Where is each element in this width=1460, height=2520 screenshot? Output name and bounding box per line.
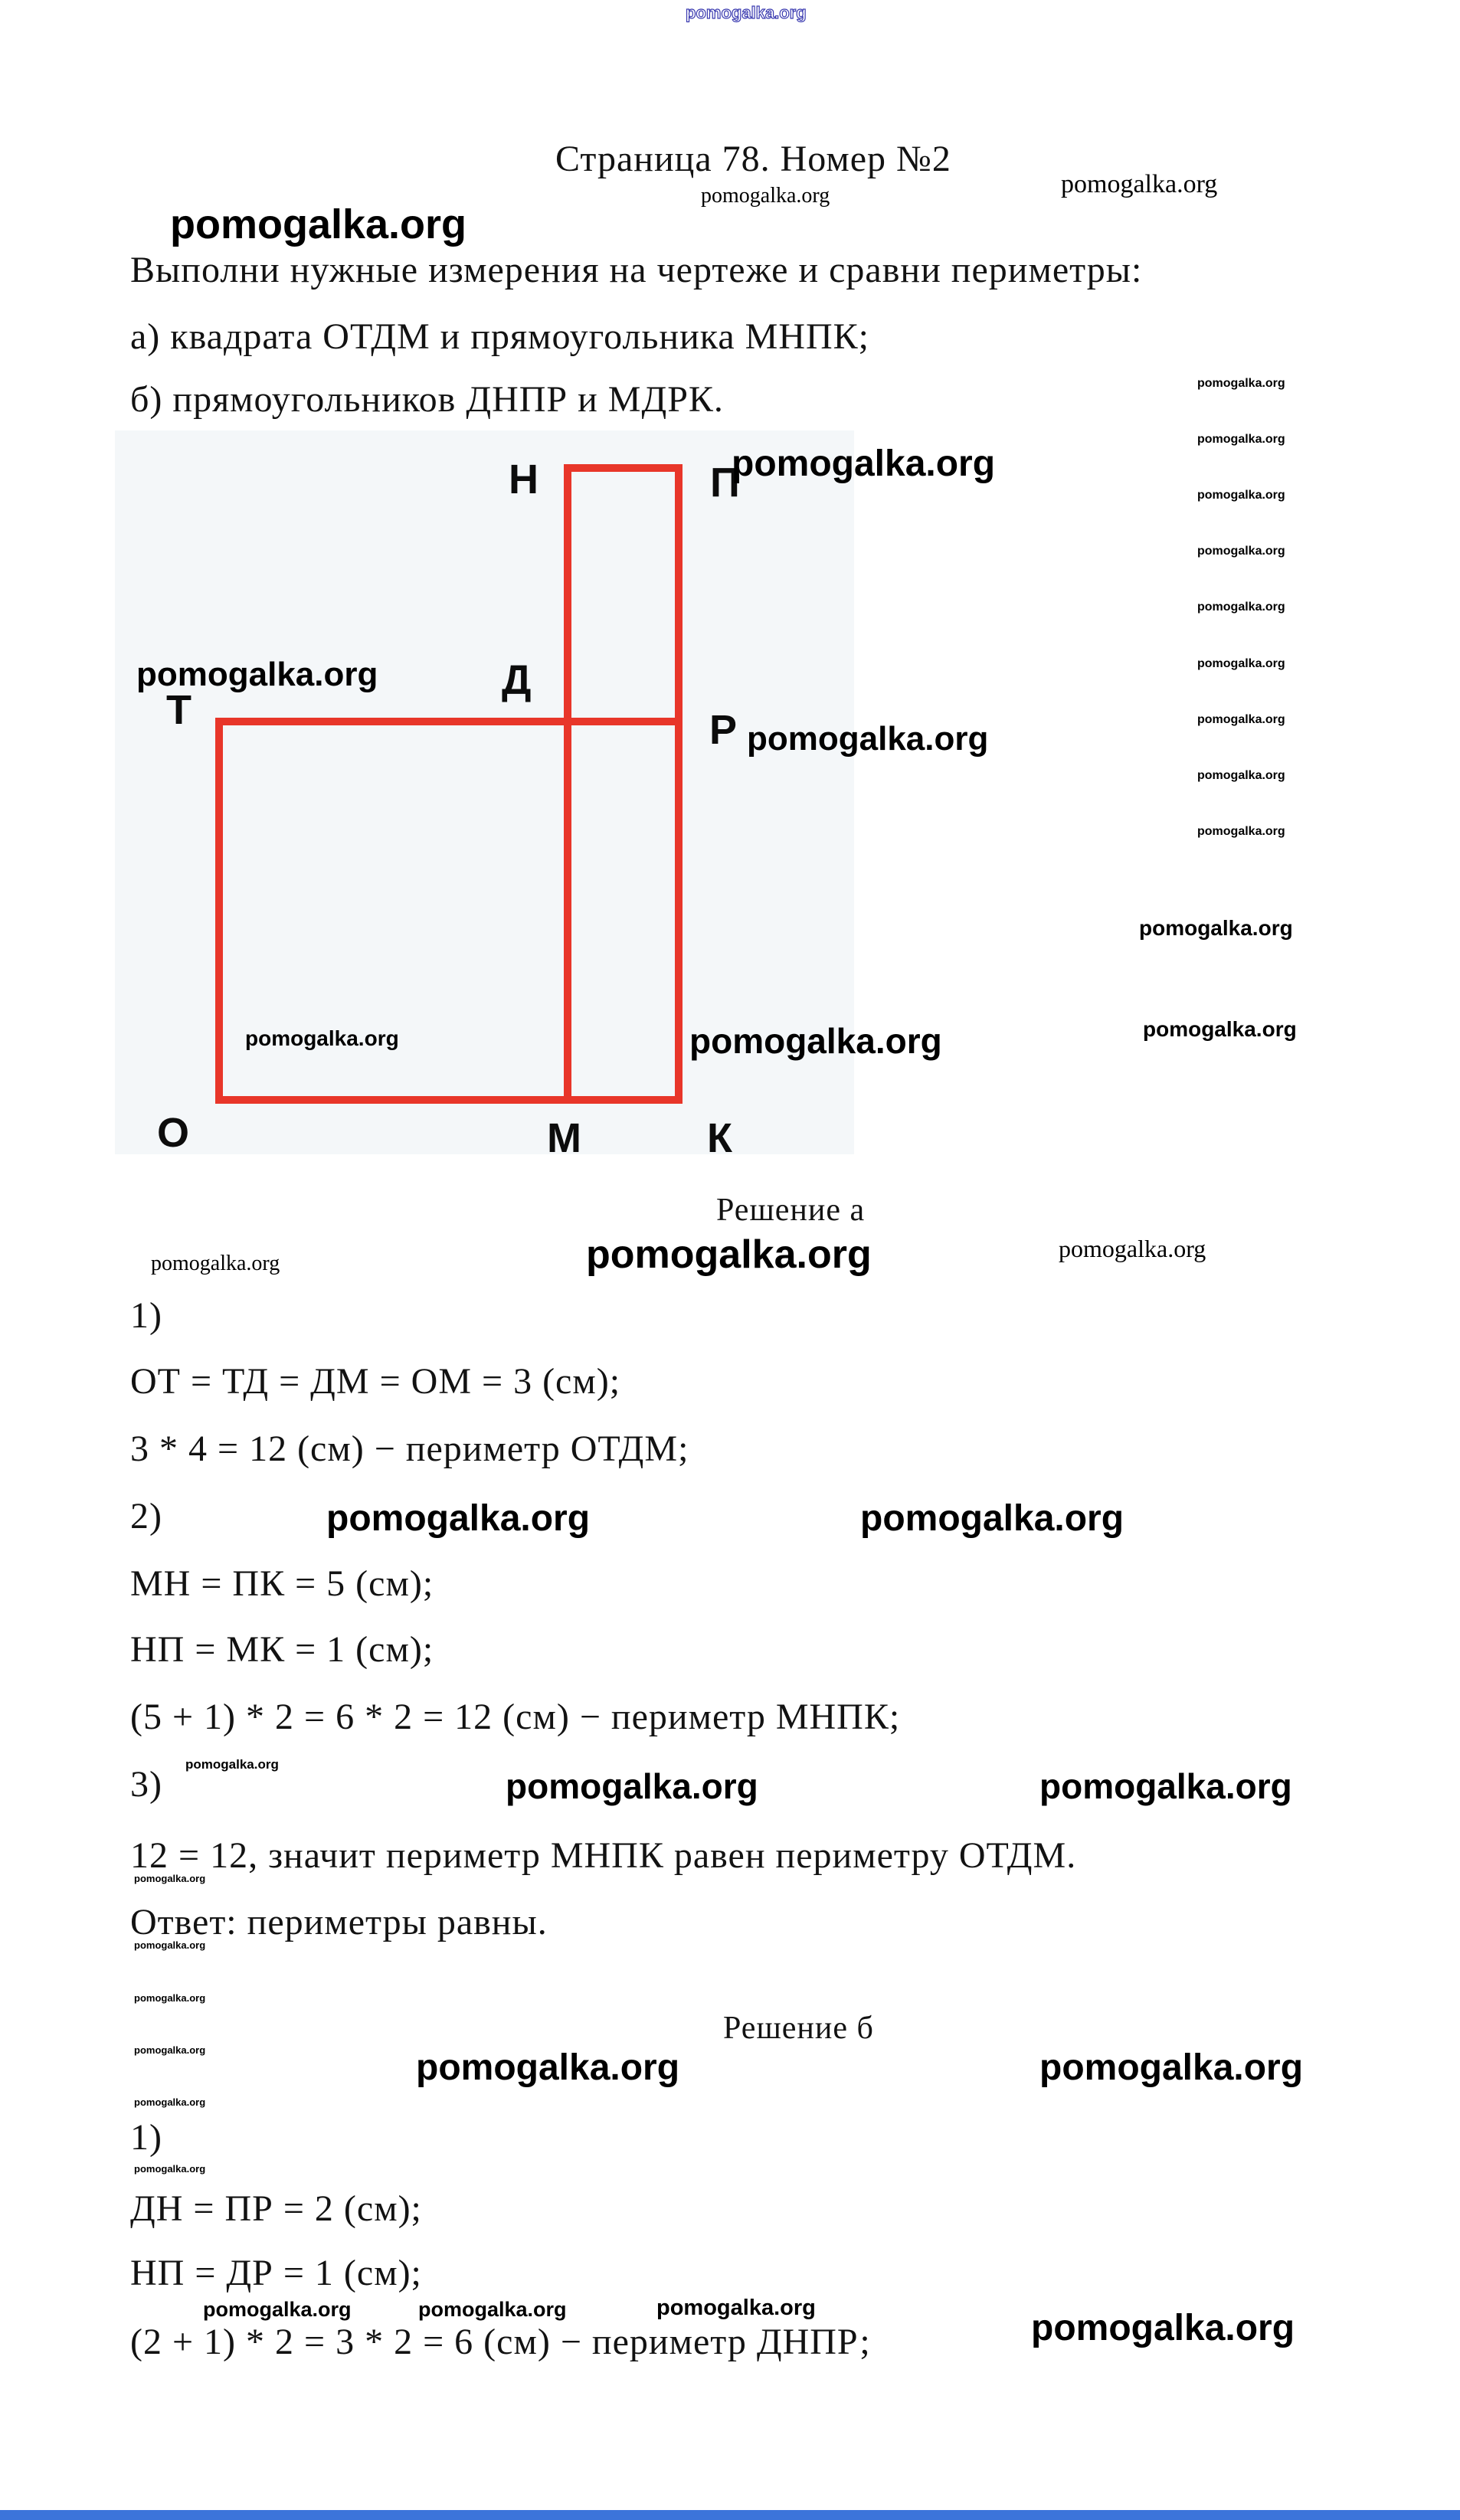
solution-a-line3: МН = ПК = 5 (см); — [130, 1563, 434, 1604]
vertex-label-p: П — [710, 460, 740, 506]
page-title: Страница 78. Номер №2 — [555, 139, 951, 179]
watermark-sol-b-left: pomogalka.org — [416, 2047, 680, 2088]
watermark-right-col: pomogalka.org — [1197, 713, 1285, 726]
solution-b-line3: (2 + 1) * 2 = 3 * 2 = 6 (см) − периметр ДНПР; — [130, 2322, 871, 2362]
watermark-under-title: pomogalka.org — [701, 184, 830, 208]
watermark-step3-center: pomogalka.org — [506, 1766, 758, 1806]
watermark-right-col: pomogalka.org — [1197, 601, 1285, 614]
watermark-figure-top: pomogalka.org — [732, 443, 996, 484]
watermark-bottom-right: pomogalka.org — [1031, 2308, 1295, 2348]
solution-a-step1: 1) — [130, 1295, 162, 1336]
watermark-right-col: pomogalka.org — [1197, 545, 1285, 558]
solution-a-line2: 3 * 4 = 12 (см) − периметр ОТДМ; — [130, 1429, 689, 1469]
watermark-figure-right: pomogalka.org — [747, 720, 989, 758]
watermark-last-row-1: pomogalka.org — [203, 2298, 352, 2321]
watermark-last-row-3: pomogalka.org — [656, 2296, 816, 2320]
solution-a-step2: 2) — [130, 1496, 162, 1537]
watermark-sol-a-right: pomogalka.org — [1059, 1235, 1206, 1262]
watermark-right-col: pomogalka.org — [1197, 825, 1285, 838]
solution-a-heading: Решение а — [716, 1193, 866, 1228]
watermark-left-micro: pomogalka.org — [134, 1873, 206, 1884]
rectangle-mnpk — [568, 468, 679, 1100]
vertex-label-o: О — [157, 1110, 190, 1156]
problem-item-b: б) прямоугольников ДНПР и МДРК. — [130, 379, 724, 420]
watermark-right-col: pomogalka.org — [1197, 769, 1285, 782]
watermark-right-col: pomogalka.org — [1197, 657, 1285, 670]
solution-b-line2: НП = ДР = 1 (см); — [130, 2253, 422, 2293]
watermark-bold-left-top: pomogalka.org — [170, 201, 467, 247]
watermark-step3-tiny: pomogalka.org — [185, 1757, 279, 1772]
watermark-left-micro: pomogalka.org — [134, 1939, 206, 1951]
vertex-label-k: К — [707, 1115, 732, 1161]
watermark-right-col: pomogalka.org — [1197, 377, 1285, 390]
watermark-right-col: pomogalka.org — [1197, 433, 1285, 446]
watermark-figure-left: pomogalka.org — [136, 656, 378, 693]
watermark-step3-right: pomogalka.org — [1039, 1766, 1292, 1806]
watermark-left-micro: pomogalka.org — [134, 2163, 206, 2175]
watermark-sol-a-center: pomogalka.org — [586, 1232, 872, 1277]
watermark-left-micro: pomogalka.org — [134, 2096, 206, 2108]
solution-a-step3: 3) — [130, 1764, 162, 1805]
problem-item-a: а) квадрата ОТДМ и прямоугольника МНПК; — [130, 316, 870, 357]
footer-bar — [0, 2510, 1460, 2520]
watermark-step2-right: pomogalka.org — [860, 1498, 1124, 1539]
watermark-left-micro: pomogalka.org — [134, 2044, 206, 2056]
vertex-label-m: М — [547, 1115, 581, 1161]
problem-intro: Выполни нужные измерения на чертеже и сравни периметры: — [130, 250, 1143, 290]
vertex-label-n: Н — [509, 457, 538, 502]
watermark-figure-bottom: pomogalka.org — [689, 1021, 942, 1061]
watermark-title-right: pomogalka.org — [1061, 170, 1218, 198]
watermark-right-mid-1: pomogalka.org — [1139, 916, 1293, 940]
watermark-top-blue: pomogalka.org — [686, 3, 807, 22]
solution-b-step1: 1) — [130, 2117, 162, 2158]
watermark-step2-left: pomogalka.org — [326, 1498, 591, 1539]
solution-b-line1: ДН = ПР = 2 (см); — [130, 2188, 422, 2229]
solution-a-line5: (5 + 1) * 2 = 6 * 2 = 12 (см) − периметр МНПК; — [130, 1697, 901, 1737]
solution-a-line6: 12 = 12, значит периметр МНПК равен периметру ОТДМ. — [130, 1835, 1077, 1876]
vertex-label-d: Д — [502, 657, 532, 703]
watermark-sol-a-left: pomogalka.org — [151, 1252, 280, 1275]
solution-b-heading: Решение б — [723, 2011, 874, 2046]
vertex-label-r: Р — [709, 707, 738, 753]
solution-a-line4: НП = МК = 1 (см); — [130, 1629, 434, 1670]
watermark-left-micro: pomogalka.org — [134, 1992, 206, 2004]
solution-a-line1: ОТ = ТД = ДМ = ОМ = 3 (см); — [130, 1361, 621, 1402]
watermark-right-col: pomogalka.org — [1197, 489, 1285, 502]
watermark-last-row-2: pomogalka.org — [418, 2298, 567, 2321]
solution-a-answer: Ответ: периметры равны. — [130, 1902, 548, 1942]
watermark-inside-square: pomogalka.org — [245, 1026, 399, 1050]
vertex-label-t: Т — [166, 687, 192, 733]
watermark-right-mid-2: pomogalka.org — [1143, 1017, 1297, 1041]
watermark-sol-b-right: pomogalka.org — [1039, 2047, 1304, 2088]
